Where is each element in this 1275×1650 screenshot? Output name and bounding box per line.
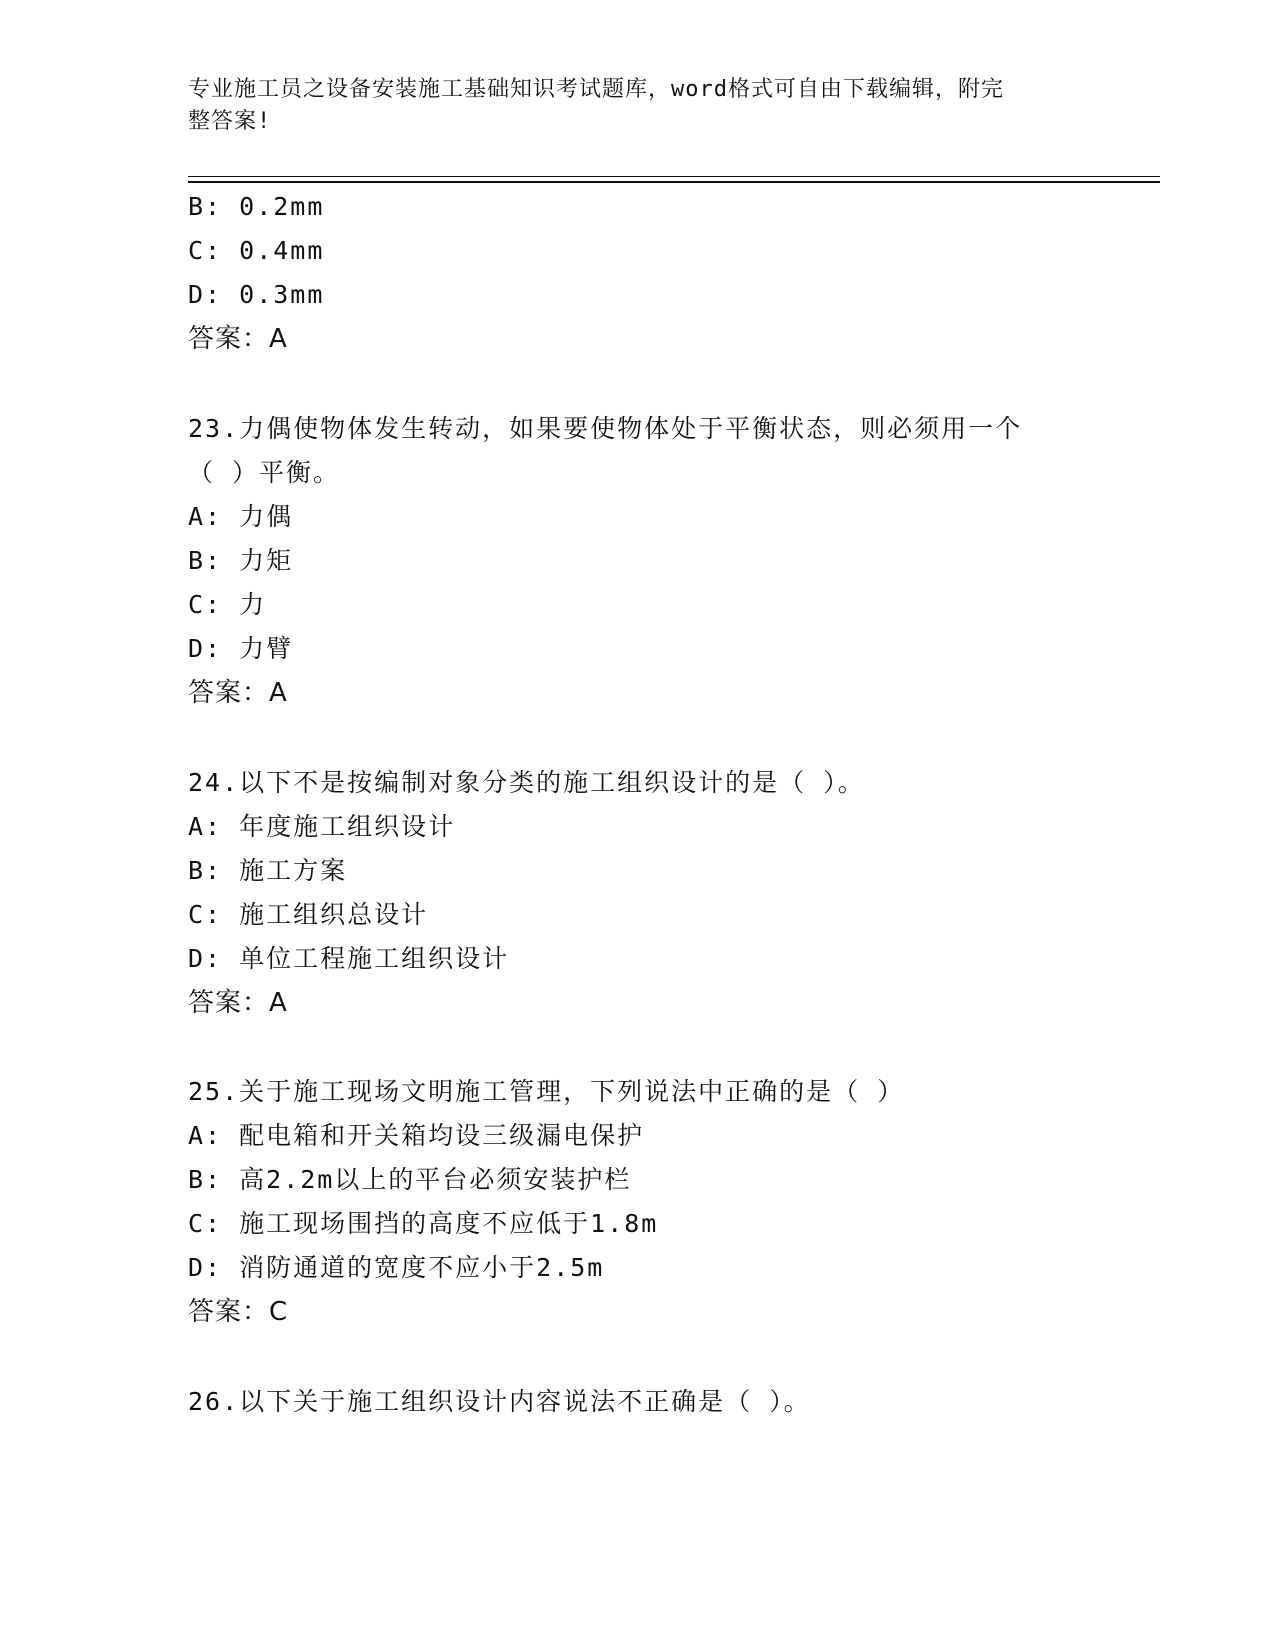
q22-option-d: D: 0.3mm [188, 280, 325, 309]
q24-option-b: B: 施工方案 [188, 856, 348, 885]
header-divider-thin [188, 176, 1160, 177]
q25-question: 25.关于施工现场文明施工管理，下列说法中正确的是（ ） [188, 1077, 905, 1106]
q25-option-a: A: 配电箱和开关箱均设三级漏电保护 [188, 1121, 645, 1150]
q23-option-b: B: 力矩 [188, 546, 294, 575]
q22-option-c: C: 0.4mm [188, 236, 325, 265]
document-header [188, 74, 1068, 138]
q24-option-d: D: 单位工程施工组织设计 [188, 944, 510, 973]
header-line-2: 整答案! [188, 109, 272, 134]
q22-answer: 答案：A [188, 324, 288, 354]
header-line-1: 专业施工员之设备安装施工基础知识考试题库，word格式可自由下载编辑，附完 [188, 77, 1004, 102]
q25-answer: 答案：C [188, 1297, 289, 1327]
q23-answer: 答案：A [188, 678, 288, 708]
q24-question: 24.以下不是按编制对象分类的施工组织设计的是（ ）。 [188, 768, 865, 797]
header-divider-thick [188, 181, 1160, 183]
q23-question-line-1: 23.力偶使物体发生转动，如果要使物体处于平衡状态，则必须用一个 [188, 414, 1023, 443]
q26-question: 26.以下关于施工组织设计内容说法不正确是（ ）。 [188, 1387, 811, 1416]
q24-answer: 答案：A [188, 988, 288, 1018]
q25-option-b: B: 高2.2m以上的平台必须安装护栏 [188, 1165, 632, 1194]
q24-option-c: C: 施工组织总设计 [188, 900, 429, 929]
q23-option-d: D: 力臂 [188, 634, 294, 663]
q23-question-line-2: （ ）平衡。 [188, 458, 341, 487]
q23-option-c: C: 力 [188, 590, 267, 619]
q25-option-c: C: 施工现场围挡的高度不应低于1.8m [188, 1209, 659, 1238]
q25-option-d: D: 消防通道的宽度不应小于2.5m [188, 1253, 605, 1282]
q24-option-a: A: 年度施工组织设计 [188, 812, 456, 841]
q22-option-b: B: 0.2mm [188, 192, 325, 221]
q23-option-a: A: 力偶 [188, 502, 294, 531]
